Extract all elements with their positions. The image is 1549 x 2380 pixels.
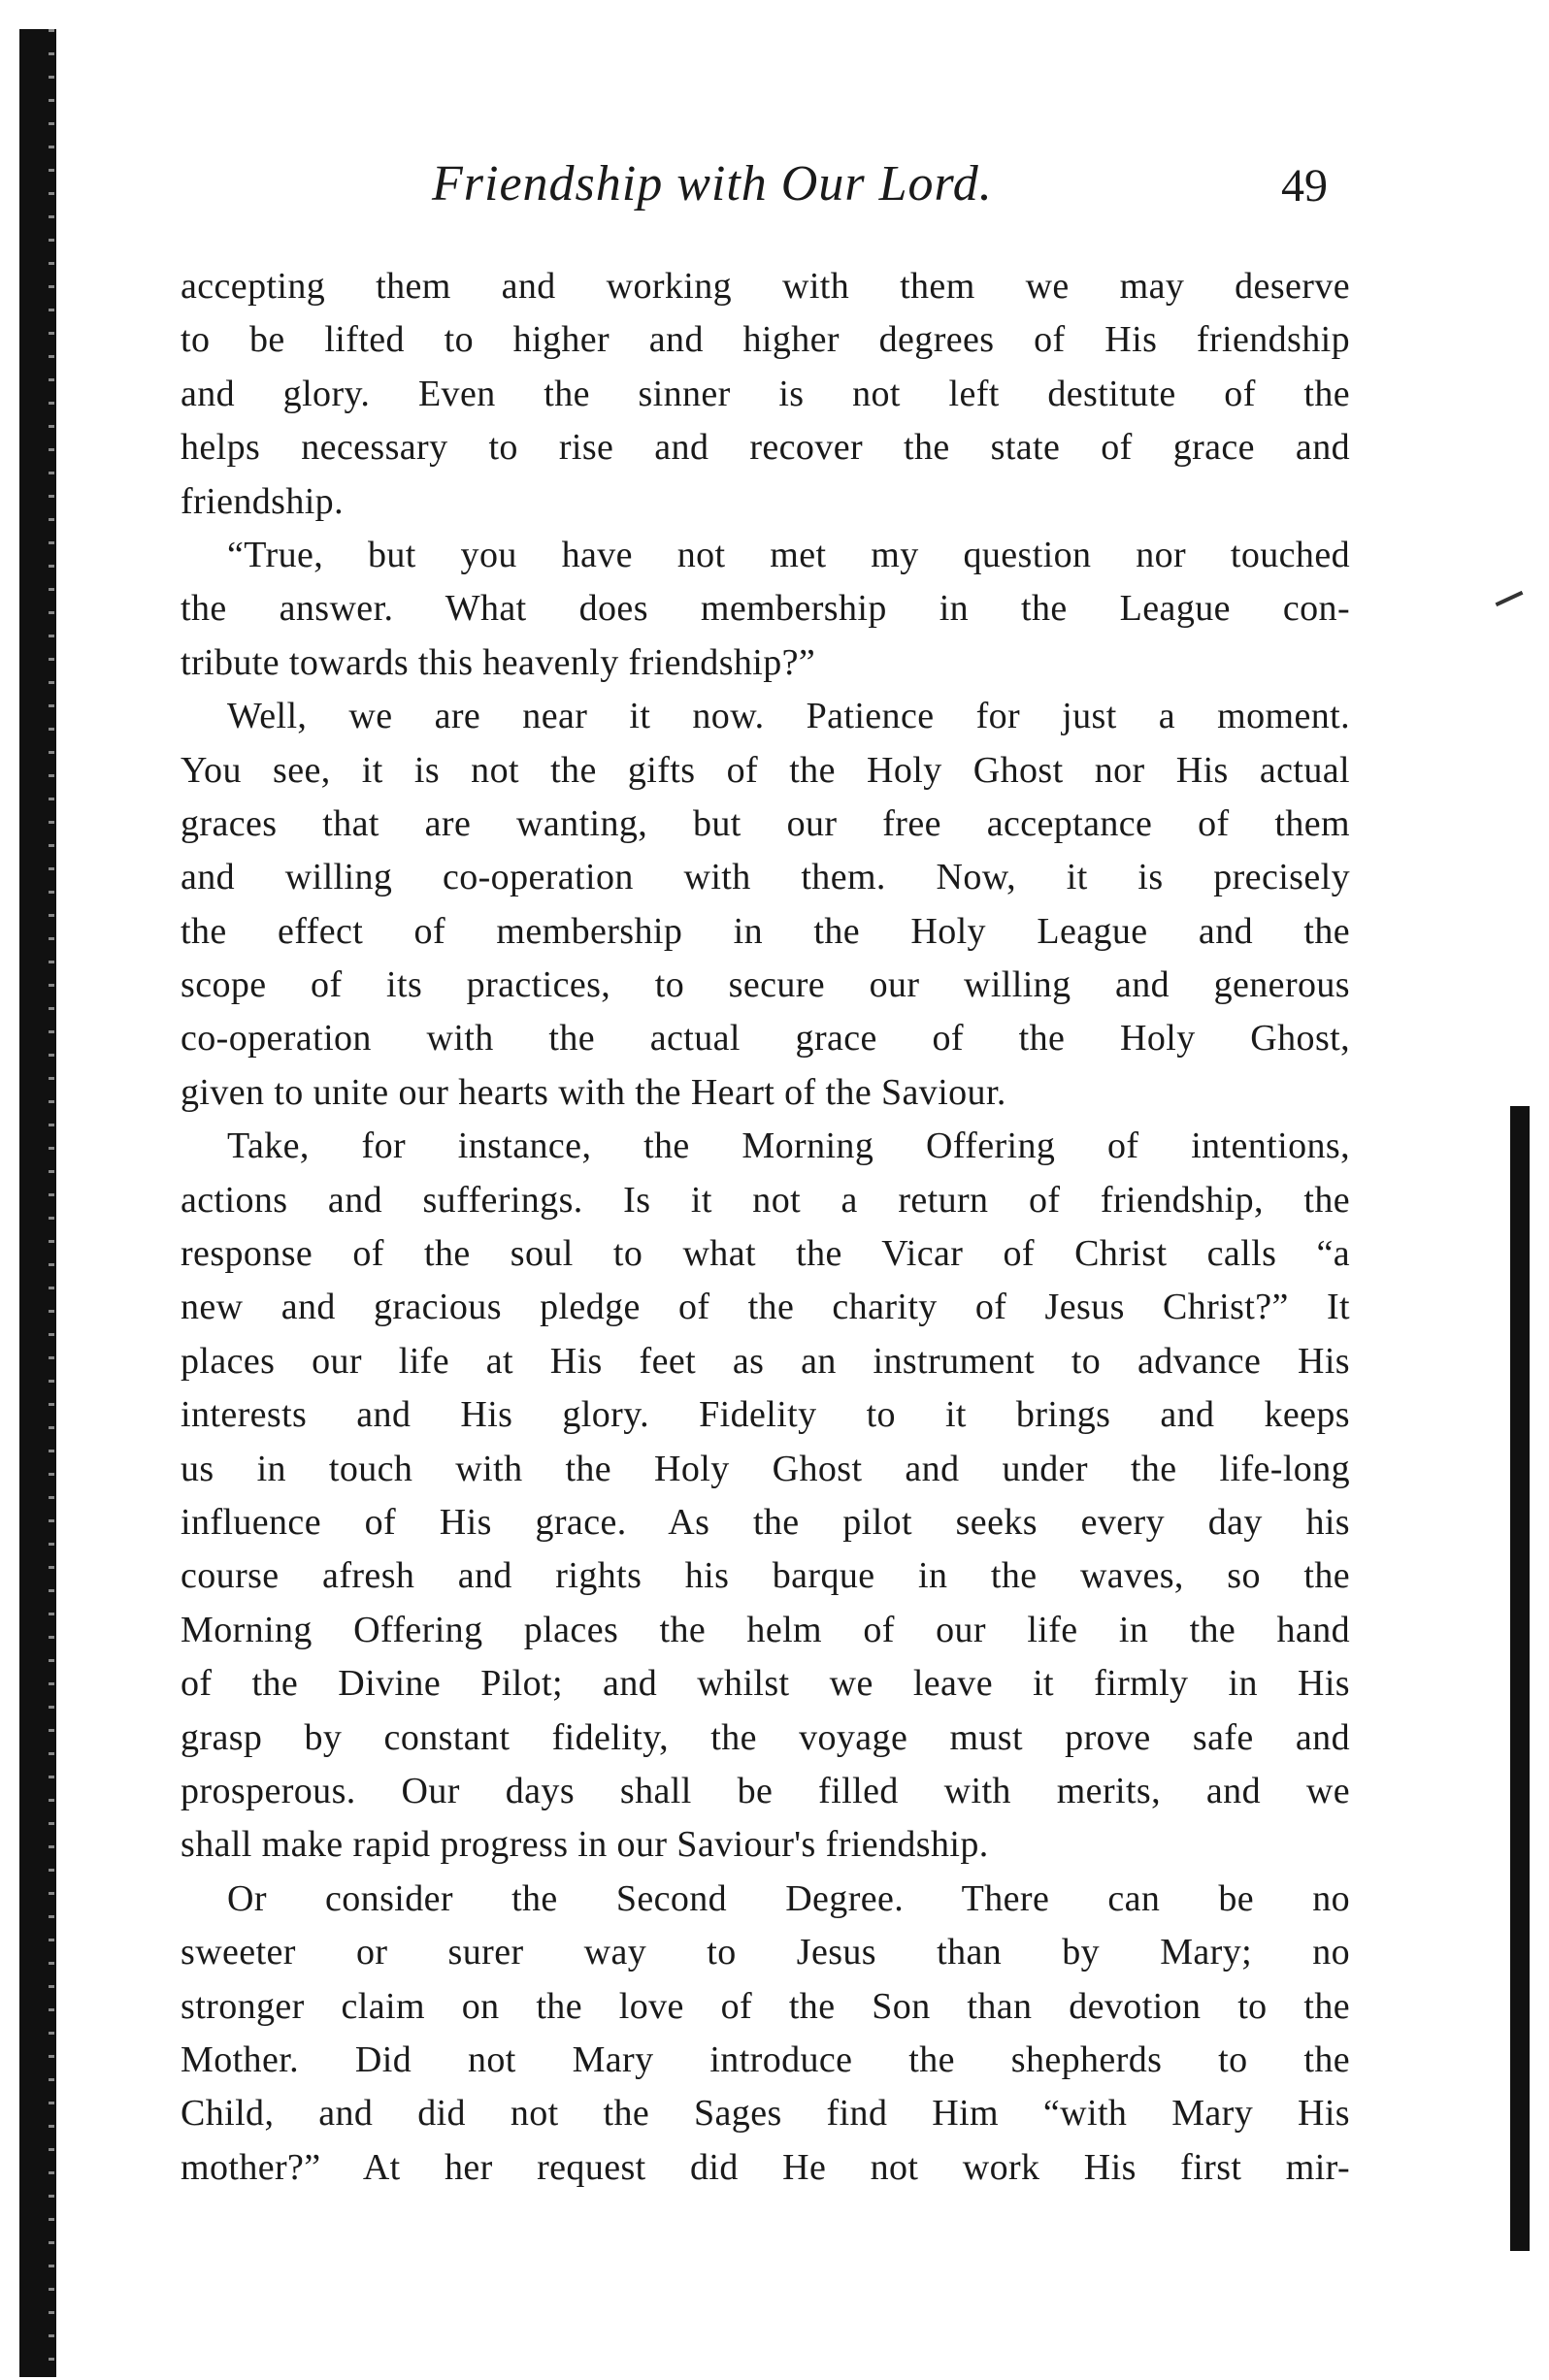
text-line: Morning Offering places the helm of our life in the hand (181, 1609, 1350, 1650)
text-line: Take, for instance, the Morning Offering of intentions, (227, 1125, 1350, 1167)
text-line: You see, it is not the gifts of the Holy Ghost nor His actual (181, 749, 1350, 791)
text-line: to be lifted to higher and higher degrees of His friendship (181, 319, 1350, 361)
text-line: actions and sufferings. Is it not a return of friendship, the (181, 1179, 1350, 1221)
running-title: Friendship with Our Lord. (432, 156, 993, 212)
text-line: places our life at His feet as an instrument to advance His (181, 1340, 1350, 1382)
text-line: influence of His grace. As the pilot seeks every day his (181, 1501, 1350, 1543)
page-number: 49 (1281, 160, 1328, 212)
body-text (181, 260, 1350, 2195)
text-line: Well, we are near it now. Patience for just a moment. (227, 696, 1350, 737)
text-line: accepting them and working with them we may deserve (181, 266, 1350, 307)
text-line: Or consider the Second Degree. There can be no (227, 1877, 1350, 1919)
page-edge-shadow (1510, 1106, 1530, 2251)
page-header (184, 155, 1349, 223)
text-line: course afresh and rights his barque in the waves, so the (181, 1555, 1350, 1597)
text-line: stronger claim on the love of the Son than devotion to the (181, 1985, 1350, 2027)
text-line: helps necessary to rise and recover the state of grace and (181, 427, 1350, 469)
text-line: graces that are wanting, but our free acceptance of them (181, 802, 1350, 844)
text-line: and glory. Even the sinner is not left destitute of the (181, 373, 1350, 414)
text-line: tribute towards this heavenly friendship?” (181, 641, 816, 683)
text-line: scope of its practices, to secure our willing and generous (181, 964, 1350, 1006)
margin-mark (1496, 591, 1524, 606)
text-line: the effect of membership in the Holy League and the (181, 910, 1350, 952)
text-line: response of the soul to what the Vicar of Christ calls “a (181, 1233, 1350, 1275)
text-line: interests and His glory. Fidelity to it brings and keeps (181, 1394, 1350, 1436)
text-line: friendship. (181, 480, 344, 522)
text-line: the answer. What does membership in the League con- (181, 588, 1350, 630)
text-line: grasp by constant fidelity, the voyage must prove safe and (181, 1716, 1350, 1758)
text-line: of the Divine Pilot; and whilst we leave it firmly in His (181, 1663, 1350, 1705)
text-line: given to unite our hearts with the Heart of the Saviour. (181, 1071, 1006, 1113)
text-line: Child, and did not the Sages find Him “with Mary His (181, 2093, 1350, 2135)
text-line: “True, but you have not met my question nor touched (227, 534, 1350, 575)
text-line: Mother. Did not Mary introduce the shepherds to the (181, 2038, 1350, 2080)
text-line: shall make rapid progress in our Saviour's friendship. (181, 1824, 989, 1866)
text-line: sweeter or surer way to Jesus than by Mary; no (181, 1932, 1350, 1973)
binding-edge (19, 29, 56, 2377)
text-line: co-operation with the actual grace of the Holy Ghost, (181, 1018, 1350, 1060)
text-line: new and gracious pledge of the charity of Jesus Christ?” It (181, 1287, 1350, 1328)
text-line: mother?” At her request did He not work His first mir- (181, 2146, 1350, 2188)
text-line: prosperous. Our days shall be filled with merits, and we (181, 1770, 1350, 1811)
text-line: us in touch with the Holy Ghost and under the life-long (181, 1448, 1350, 1489)
text-line: and willing co-operation with them. Now, it is precisely (181, 857, 1350, 898)
